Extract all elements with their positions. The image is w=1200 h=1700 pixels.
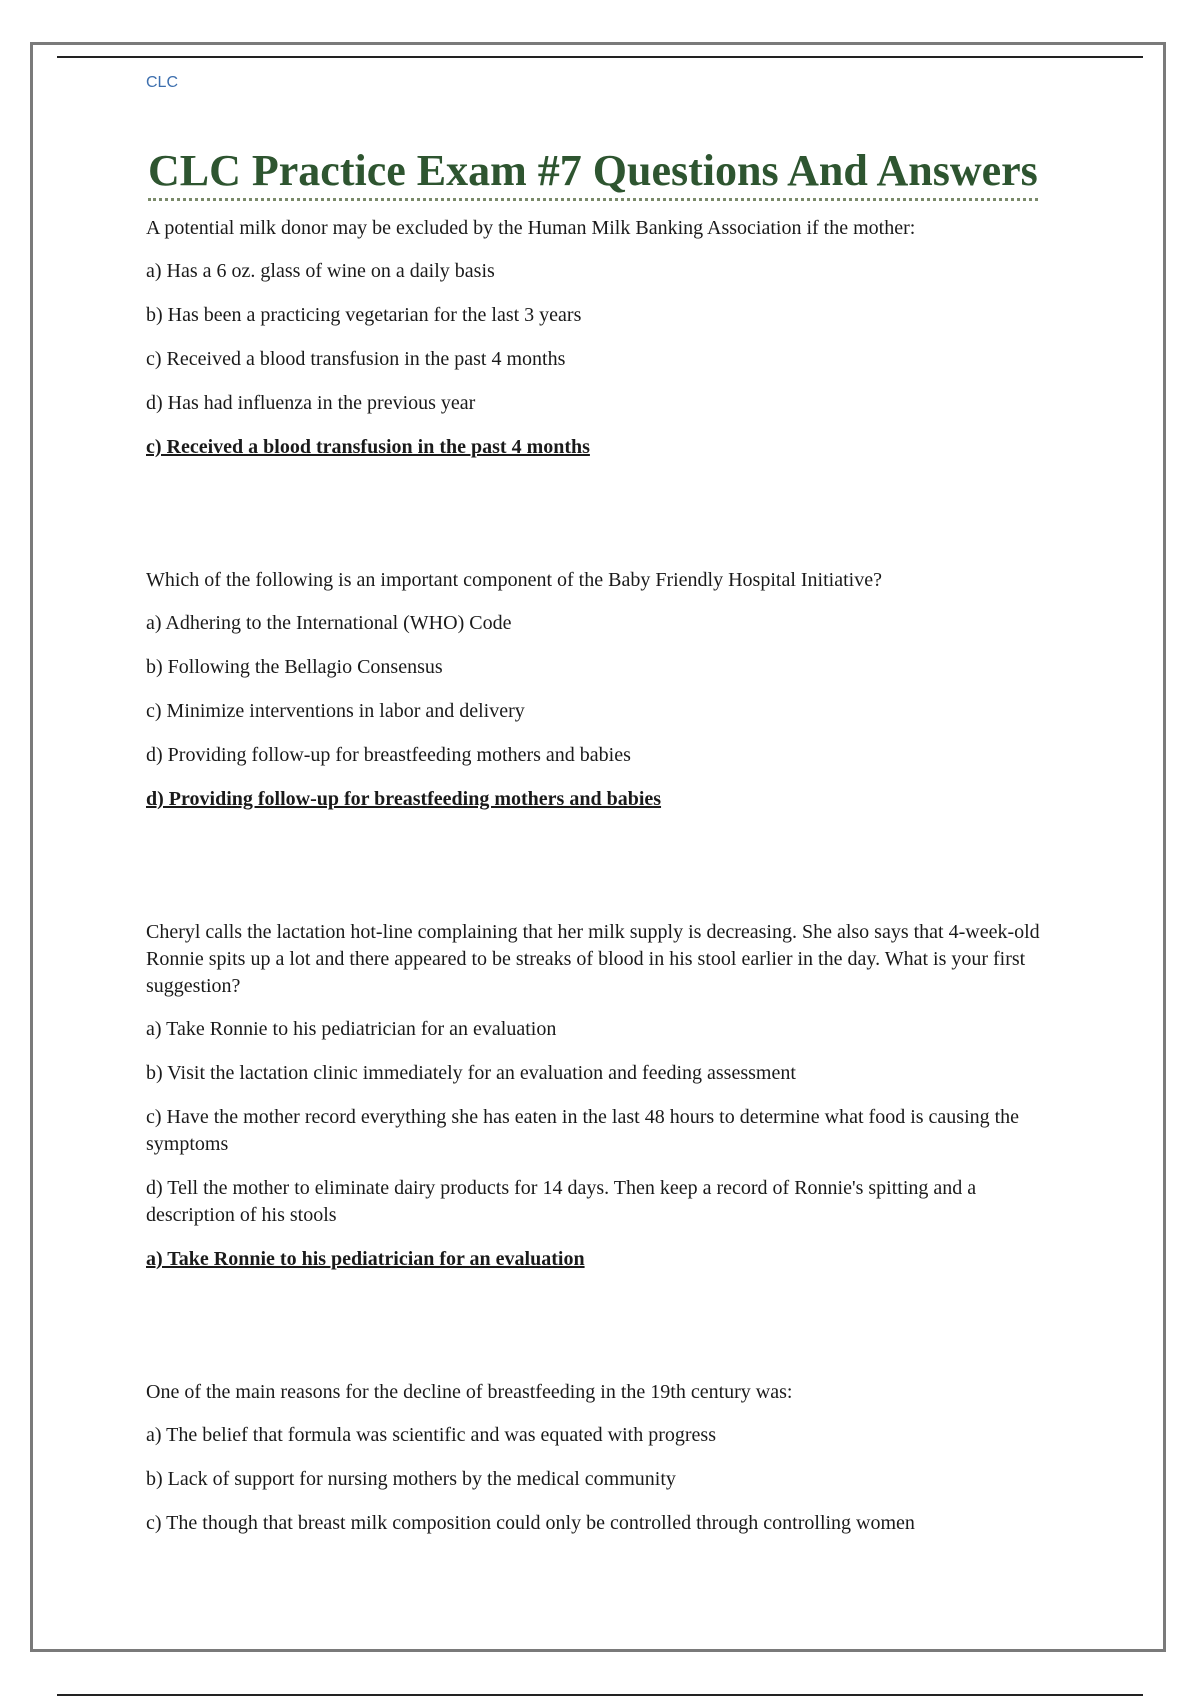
answer-option: d) Providing follow-up for breastfeeding mothers and babies bbox=[146, 744, 631, 766]
answer-option: c) The though that breast milk composition could only be controlled through controlling women bbox=[146, 1512, 915, 1534]
answer-option: a) Adhering to the International (WHO) Code bbox=[146, 612, 512, 634]
spacer bbox=[146, 1273, 1066, 1379]
answer-option: c) Have the mother record everything she has eaten in the last 48 hours to determine what food is causing the symptoms bbox=[146, 1106, 1020, 1155]
answer-option: b) Lack of support for nursing mothers by the medical community bbox=[146, 1468, 676, 1490]
answer-option: b) Following the Bellagio Consensus bbox=[146, 656, 443, 678]
correct-answer: d) Providing follow-up for breastfeeding mothers and babies bbox=[146, 788, 662, 810]
question-text: A potential milk donor may be excluded by the Human Milk Banking Association if the mother: bbox=[146, 217, 916, 239]
spacer bbox=[146, 461, 1066, 567]
question-text: One of the main reasons for the decline of breastfeeding in the 19th century was: bbox=[146, 1381, 793, 1403]
answer-option: a) Has a 6 oz. glass of wine on a daily basis bbox=[146, 260, 495, 282]
spacer bbox=[146, 813, 1066, 919]
footer-rule bbox=[57, 1694, 1143, 1696]
header-rule bbox=[57, 56, 1143, 58]
answer-option: c) Received a blood transfusion in the past 4 months bbox=[146, 348, 566, 370]
document-body bbox=[146, 215, 1066, 1554]
question-text: Which of the following is an important component of the Baby Friendly Hospital Initiative? bbox=[146, 569, 882, 591]
question-text: Cheryl calls the lactation hot-line complaining that her milk supply is decreasing. She also says that 4-week-old Ronnie spits up a lot and there appeared to be streaks of blood in his stool earlier in the day. What is your first suggestion? bbox=[146, 921, 1040, 997]
answer-option: a) The belief that formula was scientific and was equated with progress bbox=[146, 1424, 716, 1446]
answer-option: c) Minimize interventions in labor and delivery bbox=[146, 700, 525, 722]
answer-option: d) Tell the mother to eliminate dairy products for 14 days. Then keep a record of Ronnie's spitting and a description of his stools bbox=[146, 1177, 977, 1226]
header-label: CLC bbox=[146, 74, 179, 91]
answer-option: b) Visit the lactation clinic immediately for an evaluation and feeding assessment bbox=[146, 1062, 796, 1084]
answer-option: d) Has had influenza in the previous year bbox=[146, 392, 476, 414]
question-block-4 bbox=[146, 1379, 1066, 1537]
question-block-1 bbox=[146, 215, 1066, 461]
correct-answer: a) Take Ronnie to his pediatrician for an evaluation bbox=[146, 1248, 585, 1270]
document-title: CLC Practice Exam #7 Questions And Answers bbox=[148, 145, 1038, 201]
question-block-3 bbox=[146, 919, 1066, 1273]
answer-option: a) Take Ronnie to his pediatrician for an evaluation bbox=[146, 1018, 557, 1040]
answer-option: b) Has been a practicing vegetarian for the last 3 years bbox=[146, 304, 582, 326]
correct-answer: c) Received a blood transfusion in the past 4 months bbox=[146, 436, 590, 458]
question-block-2 bbox=[146, 567, 1066, 813]
